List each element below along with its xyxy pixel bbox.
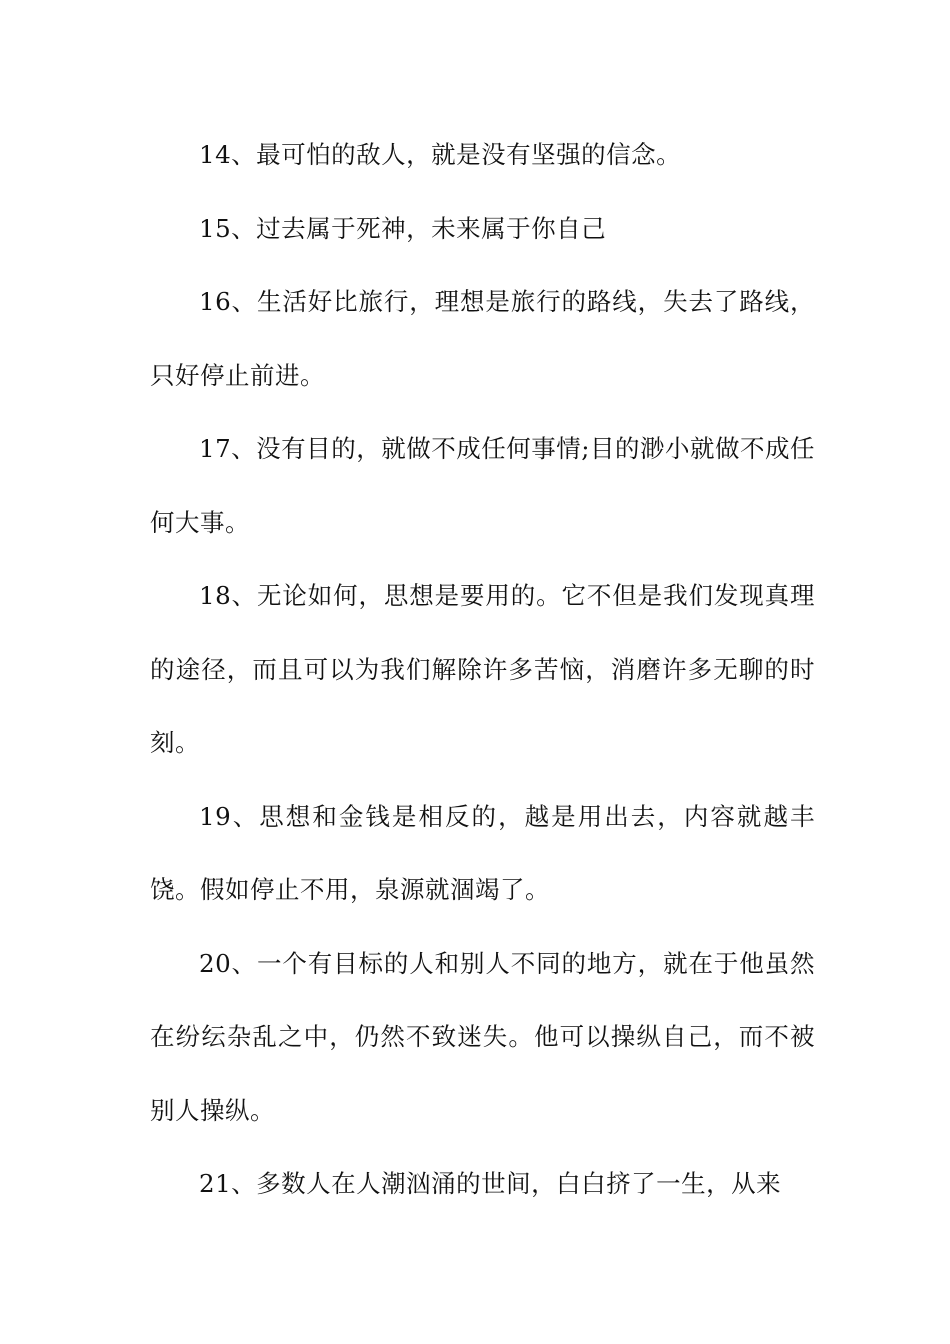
paragraph-17: 17、没有目的，就做不成任何事情;目的渺小就做不成任何大事。: [150, 434, 815, 537]
document-body: [150, 118, 815, 1221]
paragraph-21: 21、多数人在人潮汹涌的世间，白白挤了一生，从来: [199, 1169, 782, 1198]
paragraph-18: 18、无论如何，思想是要用的。它不但是我们发现真理的途径，而且可以为我们解除许多苦恼，消磨许多无聊的时刻。: [150, 581, 815, 757]
paragraph-16: 16、生活好比旅行，理想是旅行的路线，失去了路线，只好停止前进。: [150, 287, 815, 390]
paragraph-15: 15、过去属于死神，未来属于你自己: [199, 213, 607, 243]
paragraph-19: 19、思想和金钱是相反的，越是用出去，内容就越丰饶。假如停止不用，泉源就涸竭了。: [150, 801, 815, 904]
paragraph-14: 14、最可怕的敌人，就是没有坚强的信念。: [199, 140, 682, 169]
paragraph-20: 20、一个有目标的人和别人不同的地方，就在于他虽然在纷纭杂乱之中，仍然不致迷失。他可以操纵自己，而不被别人操纵。: [150, 948, 815, 1125]
